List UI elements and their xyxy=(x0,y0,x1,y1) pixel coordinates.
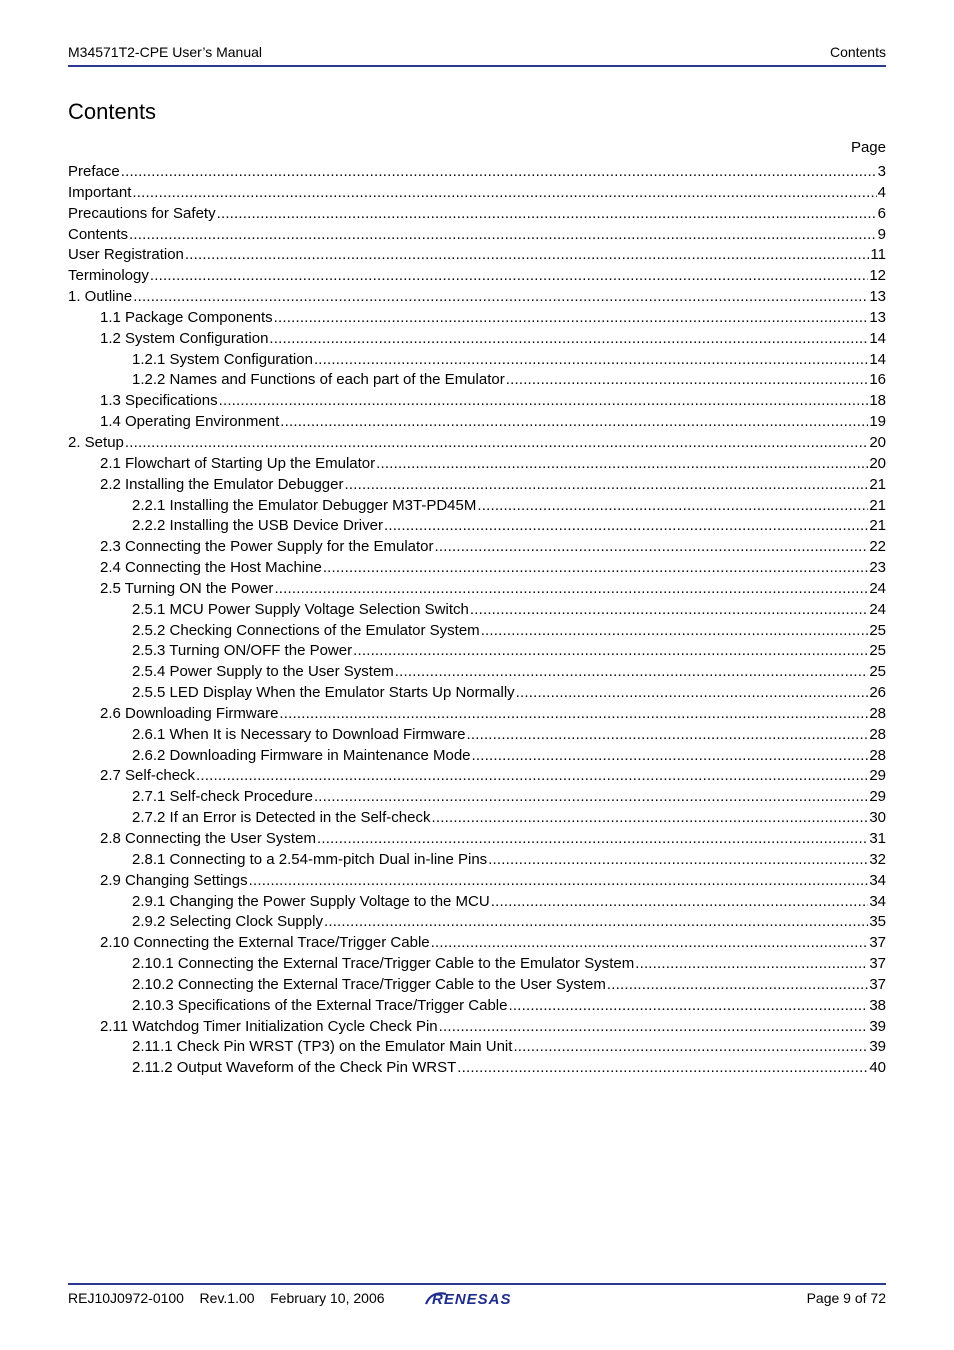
toc-entry-label: 2.8.1 Connecting to a 2.54-mm-pitch Dual in-line Pins xyxy=(132,850,488,868)
toc-entry-label: 2.3 Connecting the Power Supply for the Emulator xyxy=(100,538,434,556)
toc-entry[interactable] xyxy=(68,746,886,767)
toc-dot-leader xyxy=(439,1017,869,1038)
toc-dot-leader xyxy=(508,996,868,1017)
toc-entry[interactable] xyxy=(68,704,886,725)
toc-entry-label: 1.2 System Configuration xyxy=(100,329,269,347)
toc-entry-label: 2.11.1 Check Pin WRST (TP3) on the Emulator Main Unit xyxy=(132,1038,513,1056)
footer-page-number: Page 9 of 72 xyxy=(806,1290,886,1306)
header-section: Contents xyxy=(829,44,886,60)
toc-entry-page: 25 xyxy=(869,663,886,681)
toc-entry-label: 2.2.2 Installing the USB Device Driver xyxy=(132,517,383,535)
toc-dot-leader xyxy=(317,829,868,850)
toc-entry-label: 2.8 Connecting the User System xyxy=(100,830,316,847)
toc-entry[interactable] xyxy=(68,350,886,371)
toc-entry-label: 2.5.3 Turning ON/OFF the Power xyxy=(132,642,353,660)
toc-entry-label: Terminology xyxy=(68,267,149,285)
toc-dot-leader xyxy=(477,496,868,517)
toc-entry-label: 2.6 Downloading Firmware xyxy=(100,704,279,722)
toc-entry-page: 34 xyxy=(869,892,886,910)
toc-entry[interactable] xyxy=(68,766,886,787)
toc-entry-page: 29 xyxy=(869,788,886,806)
toc-entry[interactable] xyxy=(68,266,886,287)
toc-entry-page: 20 xyxy=(869,454,886,472)
toc-dot-leader xyxy=(314,787,868,808)
toc-dot-leader xyxy=(280,412,868,433)
toc-entry-page: 28 xyxy=(869,704,886,722)
page-column-label: Page xyxy=(850,139,886,156)
toc-dot-leader xyxy=(150,266,868,287)
toc-entry-page: 18 xyxy=(869,392,886,410)
toc-entry-page: 21 xyxy=(869,517,886,535)
toc-entry[interactable] xyxy=(68,475,886,496)
toc-entry-page: 11 xyxy=(870,246,886,264)
toc-dot-leader xyxy=(466,725,868,746)
toc-entry-label: 2.5.5 LED Display When the Emulator Starts Up Normally xyxy=(132,684,515,702)
toc-entry-label: 2.5.2 Checking Connections of the Emulator System xyxy=(132,621,480,639)
toc-entry-page: 3 xyxy=(877,163,886,180)
toc-entry-page: 39 xyxy=(869,1038,886,1056)
toc-dot-leader xyxy=(607,975,868,996)
toc-entry-label: 2.9 Changing Settings xyxy=(100,871,248,889)
toc-entry[interactable] xyxy=(68,245,886,266)
toc-entry-label: 1.2.1 System Configuration xyxy=(132,350,313,368)
toc-entry[interactable] xyxy=(68,621,886,642)
toc-dot-leader xyxy=(269,329,868,350)
toc-entry-page: 4 xyxy=(877,183,886,201)
toc-entry-label: 2.5 Turning ON the Power xyxy=(100,579,274,597)
toc-entry[interactable] xyxy=(68,162,886,183)
toc-dot-leader xyxy=(491,892,869,913)
page-header xyxy=(68,44,886,64)
toc-dot-leader xyxy=(129,225,877,246)
toc-entry[interactable] xyxy=(68,558,886,579)
toc-entry-label: 2.11 Watchdog Timer Initialization Cycle Check Pin xyxy=(100,1017,438,1035)
toc-entry[interactable] xyxy=(68,871,886,892)
toc-entry[interactable] xyxy=(68,641,886,662)
toc-entry[interactable] xyxy=(68,850,886,871)
toc-dot-leader xyxy=(435,537,869,558)
toc-dot-leader xyxy=(219,391,869,412)
toc-entry-page: 37 xyxy=(869,955,886,973)
toc-entry-page: 23 xyxy=(869,559,886,577)
toc-entry-page: 24 xyxy=(869,600,886,618)
toc-entry-page: 25 xyxy=(869,642,886,660)
toc-entry-page: 9 xyxy=(877,225,886,243)
toc-entry-page: 39 xyxy=(869,1017,886,1035)
toc-entry-label: 2.11.2 Output Waveform of the Check Pin WRST xyxy=(132,1059,457,1077)
toc-entry-page: 38 xyxy=(869,996,886,1014)
toc-entry-page: 28 xyxy=(869,725,886,743)
toc-entry-page: 30 xyxy=(869,809,886,827)
toc-entry[interactable] xyxy=(68,725,886,746)
toc-dot-leader xyxy=(125,433,868,454)
toc-dot-leader xyxy=(431,808,868,829)
toc-entry[interactable] xyxy=(68,1058,886,1079)
toc-entry[interactable] xyxy=(68,496,886,517)
toc-dot-leader xyxy=(323,558,869,579)
renesas-logo-text: RENESAS xyxy=(432,1291,512,1308)
toc-entry[interactable] xyxy=(68,829,886,850)
toc-entry[interactable] xyxy=(68,225,886,246)
toc-entry-label: 2.10.3 Specifications of the External Trace/Trigger Cable xyxy=(132,996,508,1014)
toc-dot-leader xyxy=(635,954,868,975)
toc-entry-page: 14 xyxy=(869,350,886,368)
toc-entry-label: 2.4 Connecting the Host Machine xyxy=(100,559,322,577)
toc-entry-page: 21 xyxy=(869,496,886,514)
toc-entry-label: 2.5.4 Power Supply to the User System xyxy=(132,663,394,681)
toc-entry[interactable] xyxy=(68,370,886,391)
toc-entry-label: 2.6.2 Downloading Firmware in Maintenance Mode xyxy=(132,746,471,764)
footer-rule xyxy=(68,1283,886,1285)
toc-entry-label: Precautions for Safety xyxy=(68,204,216,222)
toc-entry-label: Contents xyxy=(68,225,129,243)
toc-entry[interactable] xyxy=(68,537,886,558)
toc-dot-leader xyxy=(121,162,877,183)
toc-entry-page: 32 xyxy=(869,850,886,868)
toc-dot-leader xyxy=(470,600,868,621)
toc-entry-page: 20 xyxy=(869,433,886,451)
toc-entry-page: 12 xyxy=(869,267,886,285)
footer-revision: Rev.1.00 xyxy=(199,1290,255,1306)
page-footer xyxy=(68,1290,886,1310)
toc-entry-page: 22 xyxy=(869,538,886,556)
toc-entry[interactable] xyxy=(68,912,886,933)
toc-entry-page: 37 xyxy=(869,934,886,952)
toc-entry[interactable] xyxy=(68,954,886,975)
header-rule xyxy=(68,65,886,67)
toc-dot-leader xyxy=(133,287,868,308)
toc-dot-leader xyxy=(196,766,868,787)
toc-dot-leader xyxy=(513,1037,868,1058)
toc-entry[interactable] xyxy=(68,204,886,225)
toc-dot-leader xyxy=(457,1058,868,1079)
toc-entry-page: 29 xyxy=(869,767,886,785)
toc-entry-page: 19 xyxy=(869,413,886,431)
table-of-contents xyxy=(68,162,886,1079)
toc-entry[interactable] xyxy=(68,454,886,475)
toc-dot-leader xyxy=(185,245,870,266)
toc-entry-label: 2.2 Installing the Emulator Debugger xyxy=(100,475,344,493)
footer-doc-number: REJ10J0972-0100 xyxy=(68,1290,184,1306)
toc-entry-page: 16 xyxy=(869,371,886,389)
toc-entry[interactable] xyxy=(68,600,886,621)
toc-entry[interactable] xyxy=(68,662,886,683)
toc-dot-leader xyxy=(344,475,868,496)
toc-entry-label: 2. Setup xyxy=(68,433,124,451)
toc-dot-leader xyxy=(395,662,869,683)
toc-dot-leader xyxy=(481,621,869,642)
toc-entry[interactable] xyxy=(68,329,886,350)
toc-entry[interactable] xyxy=(68,412,886,433)
toc-dot-leader xyxy=(516,683,869,704)
toc-dot-leader xyxy=(217,204,877,225)
toc-entry[interactable] xyxy=(68,433,886,454)
toc-entry[interactable] xyxy=(68,287,886,308)
toc-entry-label: 2.9.2 Selecting Clock Supply xyxy=(132,913,323,931)
toc-entry[interactable] xyxy=(68,996,886,1017)
toc-entry-page: 25 xyxy=(869,621,886,639)
toc-dot-leader xyxy=(279,704,868,725)
toc-entry[interactable] xyxy=(68,892,886,913)
toc-entry-label: 2.10.1 Connecting the External Trace/Trigger Cable to the Emulator System xyxy=(132,955,635,973)
toc-dot-leader xyxy=(274,308,869,329)
toc-entry-label: Preface xyxy=(68,163,120,180)
toc-dot-leader xyxy=(488,850,868,871)
toc-dot-leader xyxy=(249,871,869,892)
footer-date: February 10, 2006 xyxy=(270,1290,385,1306)
toc-entry-page: 24 xyxy=(869,579,886,597)
page-title: Contents xyxy=(68,99,157,124)
toc-entry[interactable] xyxy=(68,975,886,996)
toc-entry-page: 6 xyxy=(877,204,886,222)
toc-entry-label: 2.1 Flowchart of Starting Up the Emulator xyxy=(100,454,376,472)
toc-entry[interactable] xyxy=(68,308,886,329)
toc-dot-leader xyxy=(132,183,876,204)
toc-entry[interactable] xyxy=(68,579,886,600)
toc-entry-page: 40 xyxy=(869,1059,886,1077)
toc-entry-page: 26 xyxy=(869,684,886,702)
toc-dot-leader xyxy=(376,454,868,475)
toc-entry-label: 2.7.1 Self-check Procedure xyxy=(132,788,313,806)
header-doc-title: M34571T2-CPE User’s Manual xyxy=(68,44,263,60)
footer-doc-info xyxy=(68,1290,385,1306)
toc-entry-label: User Registration xyxy=(68,246,184,264)
toc-entry[interactable] xyxy=(68,808,886,829)
toc-entry-label: 1.3 Specifications xyxy=(100,392,218,410)
toc-entry-label: 2.10 Connecting the External Trace/Trigger Cable xyxy=(100,934,430,952)
toc-entry-label: 1. Outline xyxy=(68,288,133,306)
toc-entry[interactable] xyxy=(68,933,886,954)
toc-entry-page: 13 xyxy=(869,288,886,306)
toc-entry[interactable] xyxy=(68,683,886,704)
toc-entry-page: 21 xyxy=(869,475,886,493)
toc-entry[interactable] xyxy=(68,391,886,412)
toc-dot-leader xyxy=(384,516,868,537)
toc-entry-label: 2.2.1 Installing the Emulator Debugger M3T-PD45M xyxy=(132,496,477,514)
toc-entry-page: 37 xyxy=(869,975,886,993)
toc-entry-label: Important xyxy=(68,183,132,201)
toc-entry[interactable] xyxy=(68,183,886,204)
toc-entry-label: 2.9.1 Changing the Power Supply Voltage to the MCU xyxy=(132,892,490,910)
toc-dot-leader xyxy=(472,746,869,767)
toc-entry-label: 2.10.2 Connecting the External Trace/Trigger Cable to the User System xyxy=(132,975,606,993)
toc-dot-leader xyxy=(353,641,868,662)
toc-entry-label: 2.7.2 If an Error is Detected in the Self-check xyxy=(132,809,431,827)
renesas-logo xyxy=(424,1288,534,1310)
toc-entry-page: 31 xyxy=(869,830,886,847)
toc-entry-page: 13 xyxy=(869,308,886,326)
toc-entry-label: 1.2.2 Names and Functions of each part of the Emulator xyxy=(132,371,505,389)
toc-entry-label: 1.1 Package Components xyxy=(100,308,273,326)
toc-dot-leader xyxy=(324,912,868,933)
toc-entry-page: 28 xyxy=(869,746,886,764)
toc-dot-leader xyxy=(506,370,869,391)
toc-entry-page: 35 xyxy=(869,913,886,931)
toc-dot-leader xyxy=(431,933,869,954)
toc-entry-label: 2.6.1 When It is Necessary to Download Firmware xyxy=(132,725,466,743)
toc-entry-label: 2.7 Self-check xyxy=(100,767,196,785)
toc-entry[interactable] xyxy=(68,516,886,537)
toc-entry[interactable] xyxy=(68,1037,886,1058)
toc-entry[interactable] xyxy=(68,1017,886,1038)
toc-entry[interactable] xyxy=(68,787,886,808)
toc-dot-leader xyxy=(314,350,868,371)
toc-entry-label: 2.5.1 MCU Power Supply Voltage Selection Switch xyxy=(132,600,469,618)
toc-entry-label: 1.4 Operating Environment xyxy=(100,413,280,431)
toc-entry-page: 14 xyxy=(869,329,886,347)
toc-entry-page: 34 xyxy=(869,871,886,889)
toc-dot-leader xyxy=(274,579,868,600)
